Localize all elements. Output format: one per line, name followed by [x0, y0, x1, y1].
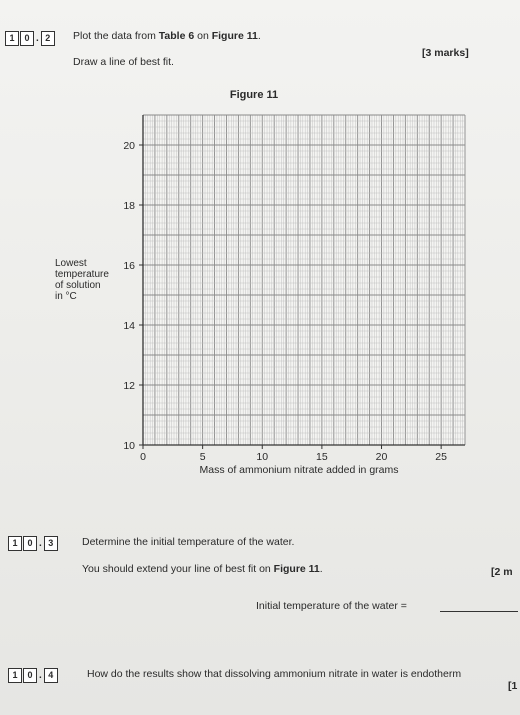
x-tick-label: 20	[375, 451, 388, 463]
question-dot: .	[39, 538, 42, 549]
question-digit-3: 4	[44, 668, 58, 683]
y-tick-label: 14	[123, 320, 135, 332]
x-tick-label: 15	[316, 451, 328, 463]
question-digit-2: 0	[20, 31, 34, 46]
instruction-mid: on	[194, 30, 212, 42]
question-digit-1: 1	[8, 668, 22, 683]
y-tick-label: 20	[123, 140, 135, 152]
question-10-4-text: How do the results show that dissolving ammonium nitrate in water is endotherm	[87, 668, 462, 680]
hint-figure-ref: Figure 11	[273, 563, 320, 575]
figure-title: Figure 11	[229, 89, 279, 101]
y-tick-label: 12	[123, 380, 135, 392]
x-tick-label: 10	[256, 451, 269, 463]
y-tick-label: 16	[123, 260, 135, 272]
y-axis-label-line: temperature	[55, 269, 109, 280]
marks-10-2: [3 marks]	[422, 47, 469, 59]
question-digit-3: 3	[44, 536, 58, 551]
best-fit-instruction: Draw a line of best fit.	[73, 56, 174, 68]
instruction-figure-ref: Figure 11	[211, 30, 258, 42]
x-axis-label: Mass of ammonium nitrate added in grams	[199, 464, 399, 476]
y-axis-label-line: in °C	[55, 291, 77, 302]
initial-temperature-label: Initial temperature of the water =	[256, 600, 407, 612]
question-10-3-text: Determine the initial temperature of the water.	[82, 536, 295, 548]
y-axis-label-line: Lowest	[55, 258, 87, 269]
y-axis-label-line: of solution	[55, 280, 101, 291]
y-axis-label	[55, 258, 109, 302]
marks-10-4: [1	[508, 680, 518, 692]
initial-temperature-answer-line[interactable]	[440, 611, 518, 612]
question-dot: .	[39, 670, 42, 681]
question-number-10-3	[8, 536, 58, 551]
question-digit-1: 1	[5, 31, 19, 46]
x-tick-label: 5	[199, 451, 206, 463]
instruction-post: .	[257, 30, 261, 42]
marks-10-3: [2 m	[491, 566, 513, 578]
grid-background	[143, 115, 465, 445]
instruction-pre: Plot the data from	[73, 30, 159, 42]
hint-pre: You should extend your line of best fit on	[82, 563, 274, 575]
hint-post: .	[319, 563, 323, 575]
question-digit-3: 2	[41, 31, 55, 46]
question-digit-1: 1	[8, 536, 22, 551]
question-digit-2: 0	[23, 668, 37, 683]
x-tick-label: 25	[435, 451, 447, 463]
y-tick-label: 10	[123, 440, 135, 452]
question-dot: .	[36, 33, 39, 44]
question-digit-2: 0	[23, 536, 37, 551]
y-tick-label: 18	[123, 200, 135, 212]
question-number-10-4	[8, 668, 58, 683]
x-tick-label: 0	[140, 451, 146, 463]
question-10-3-hint	[82, 563, 323, 575]
instruction-table-ref: Table 6	[158, 30, 195, 42]
